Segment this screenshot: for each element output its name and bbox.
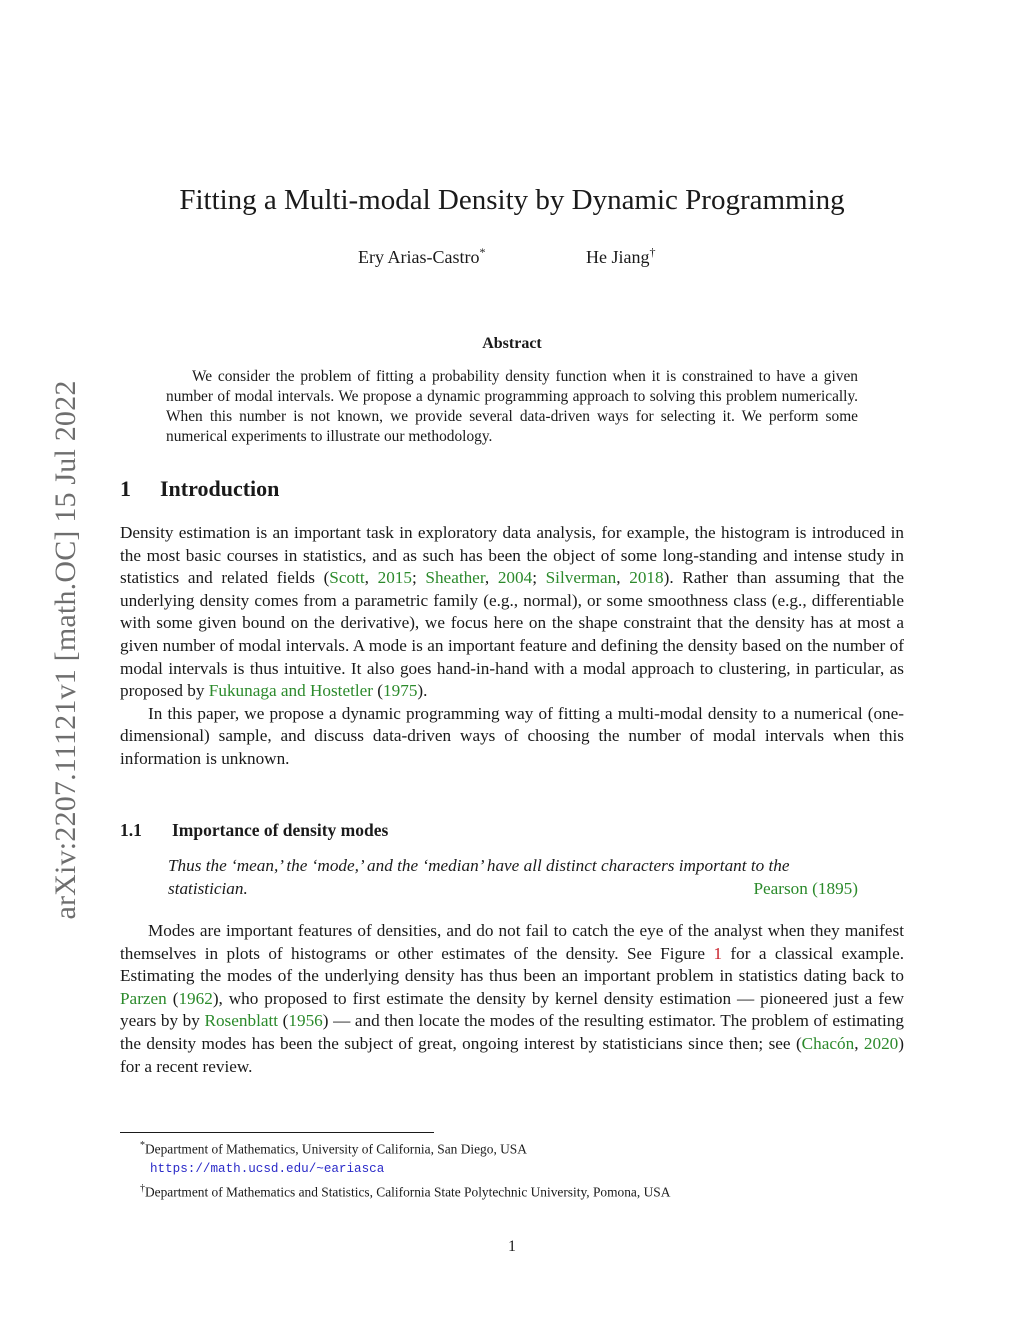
footnote-2-mark: †: [140, 1183, 145, 1195]
intro-paragraph-1: [120, 522, 904, 703]
citation-link[interactable]: Sheather: [425, 568, 485, 588]
section-title: Introduction: [160, 476, 280, 501]
paper-title: Fitting a Multi-modal Density by Dynamic Programming: [179, 184, 845, 216]
text-run: Density estimation is an important task in exploratory data analysis, for example, the histogram is introduced in the most basic courses in statistics, and as such has been the object of some long-standing and intense study in statistics and related fields (: [120, 523, 904, 588]
text-run: (: [373, 681, 384, 701]
text-run: for a classical example. Estimating the modes of the underlying density has thus been an important problem in statistics dating back to: [120, 943, 904, 986]
text-run: ).: [417, 681, 428, 701]
author-2-name: He Jiang: [586, 247, 650, 267]
citation-link[interactable]: Fukunaga and Hostetler: [208, 681, 373, 701]
citation-link[interactable]: Silverman: [545, 568, 617, 588]
citation-year-link[interactable]: 1956: [288, 1011, 323, 1031]
author-2: [586, 245, 655, 268]
footnote-2: [140, 1179, 670, 1201]
text-run: ,: [616, 568, 630, 588]
citation-link[interactable]: Chacón: [801, 1033, 855, 1053]
text-run: ,: [484, 568, 498, 588]
footnote-1-text: Department of Mathematics, University of California, San Diego, USA: [145, 1141, 527, 1157]
footnotes: [140, 1136, 670, 1202]
text-run: ), who proposed to first estimate the density by kernel density estimation — pioneered just a few years by by: [120, 988, 904, 1031]
citation-link[interactable]: Rosenblatt: [204, 1011, 279, 1031]
text-run: ,: [364, 568, 378, 588]
citation-link[interactable]: Parzen: [120, 988, 167, 1008]
text-run: ). Rather than assuming that the underlying density comes from a parametric family (e.g., normal), or some smoothness class (e.g., differentiable with some given bound on the derivative), we focus here on the shape constraint that the density has at most a given number of modal intervals. A mode is an important feature and defining the density based on the number of modal intervals is thus intuitive. It also goes hand-in-hand with a modal approach to clustering, in particular, as proposed by: [120, 568, 905, 701]
abstract-text: We consider the problem of fitting a probability density function when it is constrained to have a given number of modal intervals. We propose a dynamic programming approach to solving this problem numerically. When this number is not known, we provide several data-driven ways for selecting it. We perform some numerical experiments to illustrate our methodology.: [166, 368, 858, 445]
text-run: Modes are important features of densities, and do not fail to catch the eye of the analyst when they manifest themselves in plots of histograms or other estimates of the density. See Figure: [120, 921, 904, 963]
subsection-number: 1.1: [120, 820, 142, 840]
text-run: ;: [411, 568, 426, 588]
citation-year-link[interactable]: 2018: [629, 568, 664, 588]
modes-body: [120, 920, 904, 1078]
text-run: (: [278, 1011, 289, 1031]
text-run: ;: [532, 568, 546, 588]
epigraph-quote: [168, 855, 858, 900]
footnote-1-url-line: [140, 1158, 670, 1179]
citation-year-link[interactable]: 2015: [377, 568, 412, 588]
introduction-body: [120, 522, 904, 771]
footnote-divider: [120, 1132, 434, 1133]
footnote-1-mark: *: [140, 1140, 145, 1151]
text-run: (: [807, 878, 818, 898]
author-1: [358, 245, 485, 268]
text-run: (: [166, 988, 179, 1008]
citation-link[interactable]: Pearson: [753, 878, 808, 898]
arxiv-identifier: arXiv:2207.11121v1 [math.OC] 15 Jul 2022: [49, 380, 82, 920]
subsection-title: Importance of density modes: [172, 820, 389, 840]
text-run: ): [852, 878, 858, 898]
author-1-mark: *: [479, 245, 486, 259]
citation-year-link[interactable]: 1895: [817, 878, 853, 898]
figure-reference-link[interactable]: 1: [713, 943, 723, 963]
citation-year-link[interactable]: 2020: [863, 1033, 899, 1053]
intro-paragraph-2: In this paper, we propose a dynamic programming way of fitting a multi-modal density to a numerical (one-dimensional) sample, and discuss data-driven ways of choosing the number of modal intervals when this information is unknown.: [120, 703, 904, 768]
page-number: 1: [508, 1238, 516, 1255]
subsection-heading: [120, 820, 388, 841]
quote-text: Thus the ‘mean,’ the ‘mode,’ and the ‘median’ have all distinct characters important to the statistician.: [168, 856, 790, 898]
citation-year-link[interactable]: 2004: [497, 568, 533, 588]
author-2-mark: †: [649, 245, 656, 259]
citation-year-link[interactable]: 1975: [383, 681, 418, 701]
abstract-heading: Abstract: [482, 335, 542, 352]
section-heading: [120, 476, 279, 502]
quote-attribution: [753, 878, 858, 901]
citation-year-link[interactable]: 1962: [178, 988, 213, 1008]
footnote-url-link[interactable]: https://math.ucsd.edu/~eariasca: [150, 1162, 385, 1177]
modes-paragraph: [120, 920, 904, 1078]
section-number: 1: [120, 476, 131, 501]
text-run: ) for a recent review.: [120, 1033, 904, 1076]
footnote-1: [140, 1136, 670, 1158]
footnote-2-text: Department of Mathematics and Statistics, California State Polytechnic University, Pomona, USA: [145, 1184, 671, 1200]
text-run: ,: [854, 1033, 864, 1053]
citation-link[interactable]: Scott: [329, 568, 365, 588]
author-1-name: Ery Arias-Castro: [358, 247, 480, 267]
text-run: ) — and then locate the modes of the resulting estimator. The problem of estimating the density modes has been the subject of great, ongoing interest by statisticians since then; see (: [120, 1011, 904, 1053]
